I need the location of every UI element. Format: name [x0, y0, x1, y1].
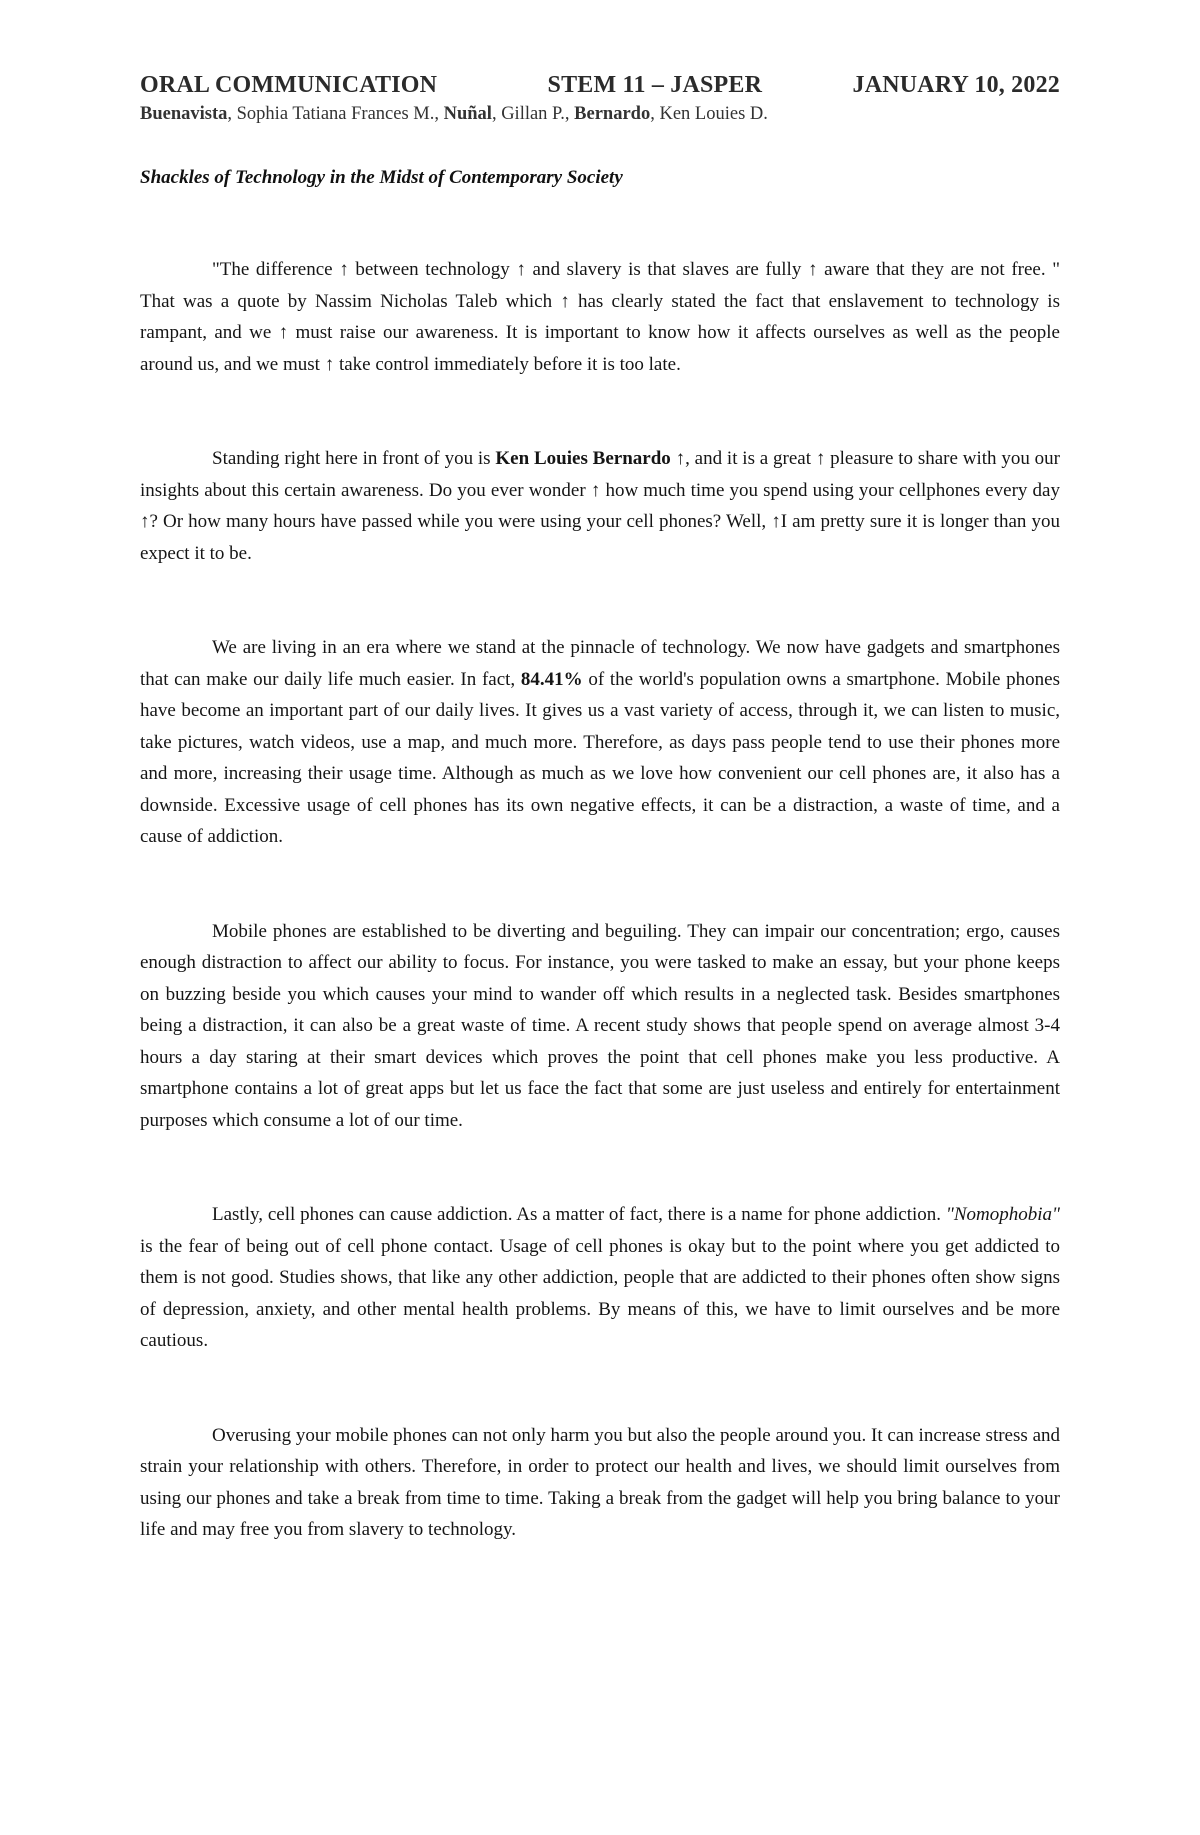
author-surname: Nuñal: [443, 104, 492, 124]
paragraph-text: is the fear of being out of cell phone contact. Usage of cell phones is okay but to the point where you get addicted to them is not good. Studies shows, that like any other addiction, people that are addicted to their phones often show signs of depression, anxiety, and other mental health problems. By means of this, we have to limit ourselves and be more cautious.: [140, 1235, 1060, 1351]
author-line: Buenavista, Sophia Tatiana Frances M., Nuñal, Gillan P., Bernardo, Ken Louies D.: [140, 104, 768, 124]
paragraph-quote-intro: "The difference ↑ between technology ↑ and slavery is that slaves are fully ↑ aware that they are not free. " That was a quote by Nassim Nicholas Taleb which ↑ has clearly stated the fact that enslavement to technology is rampant, and we ↑ must raise our awareness. It is important to know how it affects ourselves as well as the people around us, and we must ↑ take control immediately before it is too late.: [140, 259, 1060, 375]
author-given-name: Sophia Tatiana Frances M.: [236, 104, 435, 124]
author-given-name: Ken Louies D.: [659, 104, 768, 124]
author-given-name: Gillan P.: [501, 104, 565, 124]
author-surname: Buenavista: [140, 104, 228, 124]
paragraph-text: Standing right here in front of you is: [212, 448, 496, 469]
paragraph-text: ↑, and it is a great ↑ pleasure to share with you our insights about this certain awareness. Do you ever wonder ↑ how much time you spend using your cellphones every day ↑? Or how many hours have passed while you were using your cell phones? Well, ↑I am pretty sure it is longer than you expect it to be.: [140, 448, 1061, 564]
statistic-highlight: 84.41%: [520, 668, 583, 690]
paragraph-distraction: Mobile phones are established to be diverting and beguiling. They can impair our concentration; ergo, causes enough distraction to affect our ability to focus. For instance, you were tasked to make an essay, but your phone keeps on buzzing beside you which causes your mind to wander off which results in a neglected task. Besides smartphones being a distraction, it can also be a great waste of time. A recent study shows that people spend on average almost 3-4 hours a day staring at their smart devices which proves the point that cell phones make you less productive. A smartphone contains a lot of great apps but let us face the fact that some are just useless and entirely for entertainment purposes which consume a lot of our time.: [140, 920, 1060, 1131]
paragraph-smartphone-era: [140, 632, 1060, 853]
paragraph-text: of the world's population owns a smartphone. Mobile phones have become an important part of our daily lives. It gives us a vast variety of access, through it, we can listen to music, take pictures, watch videos, use a map, and much more. Therefore, as days pass people tend to use their phones more and more, increasing their usage time. Although as much as we love how convenient our cell phones are, it also has a downside. Excessive usage of cell phones has its own negative effects, it can be a distraction, a waste of time, and a cause of addiction.: [140, 668, 1061, 847]
paragraph-speaker-intro: [140, 443, 1060, 569]
section-label: STEM 11 – JASPER: [547, 72, 763, 98]
paragraph-addiction: [140, 1199, 1060, 1357]
document-header: [140, 70, 1060, 100]
paragraph-text: We are living in an era where we stand at the pinnacle of technology. We now have gadgets and smartphones that can make our daily life much easier. In fact,: [140, 637, 1060, 690]
document-title: Shackles of Technology in the Midst of Contemporary Society: [140, 167, 623, 188]
paragraph-text: Lastly, cell phones can cause addiction. As a matter of fact, there is a name for phone addiction.: [212, 1204, 946, 1225]
speaker-name: Ken Louies Bernardo: [495, 448, 671, 469]
subject-label: ORAL COMMUNICATION: [140, 72, 438, 98]
paragraph-conclusion: Overusing your mobile phones can not only harm you but also the people around you. It can increase stress and strain your relationship with others. Therefore, in order to protect our health and lives, we should limit ourselves from using our phones and take a break from time to time. Taking a break from the gadget will help you bring balance to your life and may free you from slavery to technology.: [140, 1424, 1060, 1540]
term-highlight: "Nomophobia": [945, 1204, 1060, 1225]
document-page: [140, 70, 1060, 1546]
date-label: JANUARY 10, 2022: [852, 72, 1060, 98]
author-surname: Bernardo: [574, 104, 651, 124]
